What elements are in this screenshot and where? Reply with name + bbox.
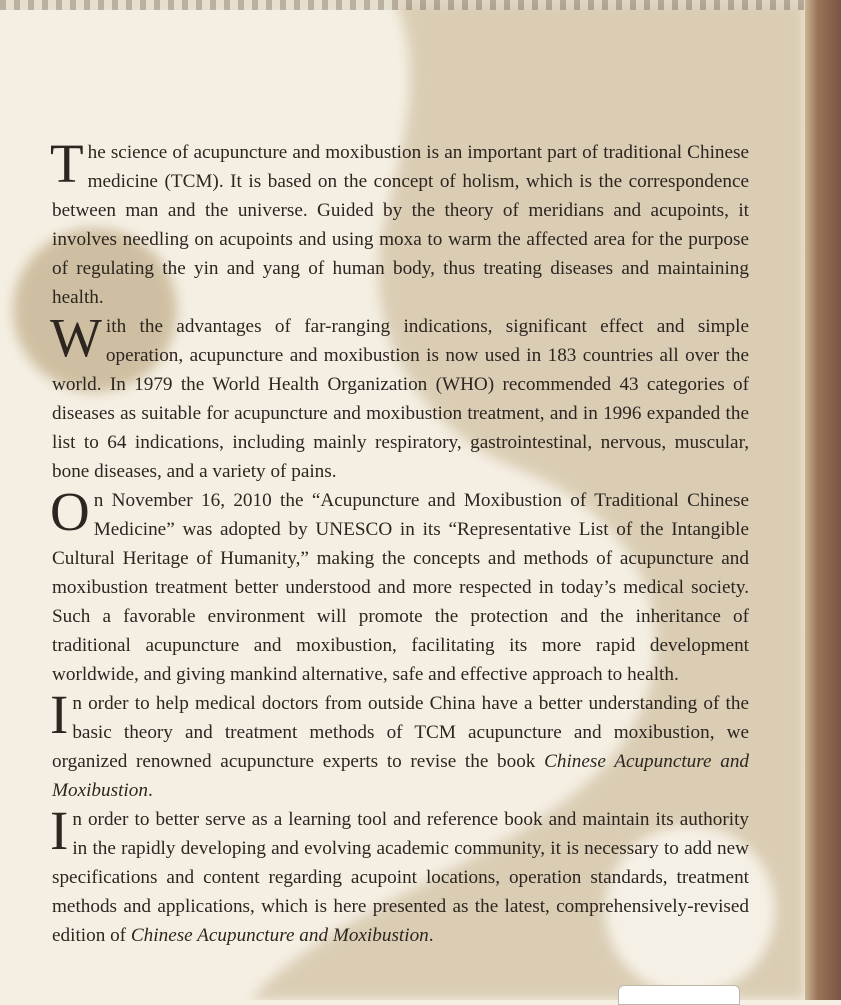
paragraph-text: he science of acupuncture and moxibustion is an important part of traditional Chinese medicine (TCM). It is based on the concept of holism, which is the correspondence between man and the universe. Guided by the theory of meridians and acupoints, it involves needling on acupoints and using moxa to warm the affected area for the purpose of regulating the yin and yang of human body, thus treating diseases and maintaining health.: [52, 142, 749, 308]
paragraph-2: [50, 307, 749, 486]
body-text: [50, 133, 750, 950]
paragraph-5: [50, 800, 749, 950]
top-edge-strip: [0, 0, 805, 10]
book-cover-edge: [805, 0, 841, 1000]
drop-cap: T: [50, 133, 84, 194]
drop-cap: I: [50, 800, 69, 861]
drop-cap: W: [50, 307, 102, 368]
paragraph-end: .: [428, 925, 434, 946]
paragraph-text: n order to help medical doctors from outside China have a better understanding of the basic theory and treatment methods of TCM acupuncture and moxibustion, we organized renowned acupuncture experts to revise the book: [52, 693, 749, 772]
page-tab: [618, 985, 740, 1005]
paragraph-text: ith the advantages of far-ranging indications, significant effect and simple operation, acupuncture and moxibustion is now used in 183 countries all over the world. In 1979 the World Health Organization (WHO) recommended 43 categories of diseases as suitable for acupuncture and moxibustion treatment, and in 1996 expanded the list to 64 indications, including mainly respiratory, gastrointestinal, nervous, muscular, bone diseases, and a variety of pains.: [52, 316, 749, 482]
paragraph-text: n order to better serve as a learning tool and reference book and maintain its authority in the rapidly developing and evolving academic community, it is necessary to add new specifications and content regarding acupoint locations, operation standards, treatment methods and applications, which is here presented as the latest, comprehensively-revised edition of: [52, 809, 749, 946]
paragraph-text: n November 16, 2010 the “Acupuncture and Moxibustion of Traditional Chinese Medicine” was adopted by UNESCO in its “Representative List of the Intangible Cultural Heritage of Humanity,” making the concepts and methods of acupuncture and moxibustion treatment better understood and more respected in today’s medical society. Such a favorable environment will promote the protection and the inheritance of traditional acupuncture and moxibustion, facilitating its more rapid development worldwide, and giving mankind alternative, safe and effective approach to health.: [52, 490, 749, 685]
book-title: Chinese Acupuncture and Moxibustion: [130, 925, 429, 946]
paragraph-1: [50, 133, 749, 312]
book-title: Chinese Acupuncture and Moxibustion: [52, 751, 750, 801]
drop-cap: I: [50, 684, 69, 745]
paragraph-4: [50, 684, 750, 805]
drop-cap: O: [50, 481, 90, 542]
paragraph-end: .: [147, 780, 153, 801]
paragraph-3: [50, 481, 749, 689]
